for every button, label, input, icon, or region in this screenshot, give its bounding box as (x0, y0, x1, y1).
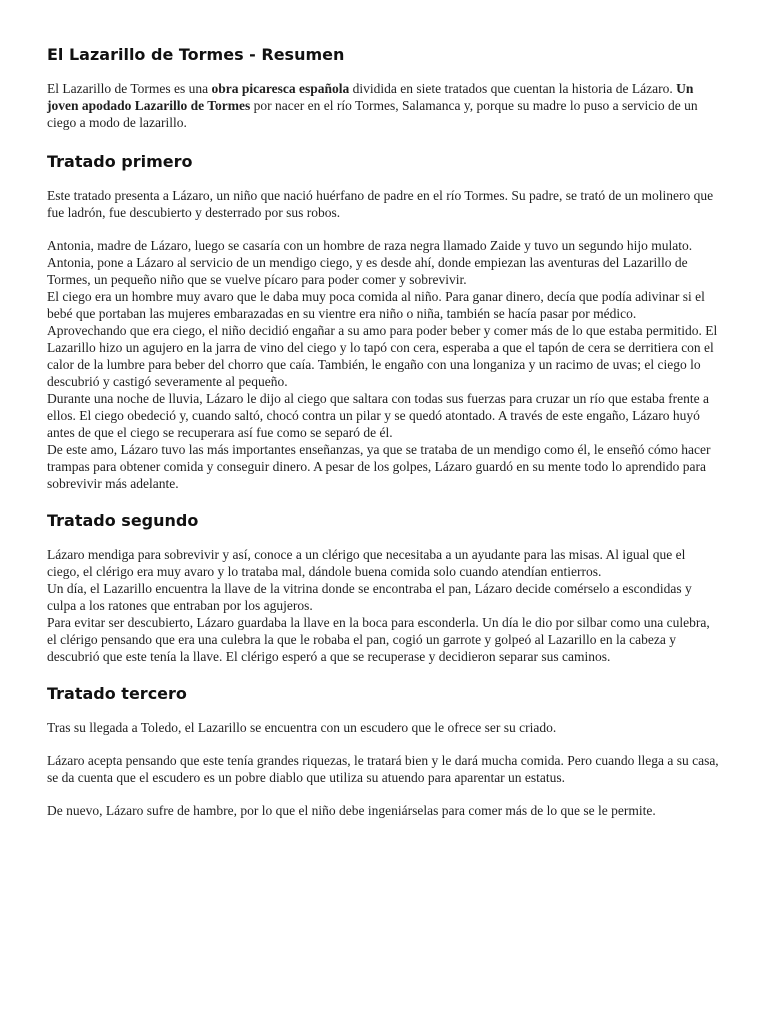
paragraph: Antonia, pone a Lázaro al servicio de un mendigo ciego, y es desde ahí, donde empiezan las aventuras del Lazarillo de Tormes, un pequeño niño que se vuelve pícaro para poder comer y sobrevivir. (47, 255, 688, 287)
intro-text-2: dividida en siete tratados que cuentan la historia de Lázaro. (349, 81, 677, 96)
document-page (47, 44, 719, 819)
paragraph: Para evitar ser descubierto, Lázaro guardaba la llave en la boca para esconderla. Un día le dio por silbar como una culebra, el clérigo pensando que era una culebra la que le robaba el pan, cogió un garrote y golpeó al Lazarillo en la cabeza y descubrió que este tenía la llave. El clérigo esperó a que se recuperase y decidieron separar sus caminos. (47, 615, 710, 664)
paragraph: De este amo, Lázaro tuvo las más importantes enseñanzas, ya que se trataba de un mendigo como él, le enseñó cómo hacer trampas para obtener comida y conseguir dinero. A pesar de los golpes, Lázaro guardó en su mente todo lo aprendido para sobrevivir más adelante. (47, 442, 711, 491)
intro-bold-2: Un joven apodado Lazarillo de Tormes (47, 81, 694, 113)
paragraph: De nuevo, Lázaro sufre de hambre, por lo que el niño debe ingeniárselas para comer más de lo que se le permite. (47, 803, 656, 818)
intro-text-3: por nacer en el río Tormes, Salamanca y, porque su madre lo puso a servicio de un ciego a modo de lazarillo. (47, 98, 698, 130)
section-heading: Tratado primero (47, 152, 193, 171)
section-heading: Tratado segundo (47, 511, 199, 530)
paragraph: Lázaro mendiga para sobrevivir y así, conoce a un clérigo que necesitaba a un ayudante para las misas. Al igual que el ciego, el clérigo era muy avaro y lo trataba mal, dándole buena comida solo cuando atendían entierros. (47, 547, 686, 579)
paragraph: Antonia, madre de Lázaro, luego se casaría con un hombre de raza negra llamado Zaide y tuvo un segundo hijo mulato. (47, 238, 693, 253)
paragraph: Tras su llegada a Toledo, el Lazarillo se encuentra con un escudero que le ofrece ser su criado. (47, 720, 557, 735)
paragraph: El ciego era un hombre muy avaro que le daba muy poca comida al niño. Para ganar dinero, decía que podía adivinar si el bebé que portaban las mujeres embarazadas en su vientre era niño o niña, también se hacía pasar por médico. (47, 289, 705, 321)
section-tratado-primero (47, 151, 719, 492)
intro-text-1: El Lazarillo de Tormes es una (47, 81, 212, 96)
paragraph: Lázaro acepta pensando que este tenía grandes riquezas, le tratará bien y le dará mucha comida. Pero cuando llega a su casa, se da cuenta que el escudero es un pobre diablo que utiliza su atuendo para aparentar un estatus. (47, 753, 719, 785)
intro-bold-1: obra picaresca española (211, 81, 350, 96)
paragraph: Este tratado presenta a Lázaro, un niño que nació huérfano de padre en el río Tormes. Su padre, se trató de un molinero que fue ladrón, fue descubierto y desterrado por sus robos. (47, 188, 714, 220)
section-tratado-segundo (47, 510, 719, 665)
paragraph: Durante una noche de lluvia, Lázaro le dijo al ciego que saltara con todas sus fuerzas para cruzar un río que estaba frente a ellos. El ciego obedeció y, cuando saltó, chocó contra un pilar y se quedó atontado. A través de este engaño, Lázaro huyó antes de que el ciego se recuperara así fue como se separó de él. (47, 391, 709, 440)
section-heading: Tratado tercero (47, 684, 187, 703)
section-tratado-tercero (47, 683, 719, 819)
intro-paragraph (47, 80, 719, 131)
paragraph: Un día, el Lazarillo encuentra la llave de la vitrina donde se encontraba el pan, Lázaro decide comérselo a escondidas y culpa a los ratones que entraban por los agujeros. (47, 581, 692, 613)
paragraph: Aprovechando que era ciego, el niño decidió engañar a su amo para poder beber y comer más de lo que estaba permitido. El Lazarillo hizo un agujero en la jarra de vino del ciego y lo tapó con cera, esperaba a que el tapón de cera se derritiera con el calor de la lumbre para beber del chorro que caía. También, le engaño con una longaniza y un racimo de uvas; el ciego lo descubrió y castigó severamente al pequeño. (47, 323, 718, 389)
document-title: El Lazarillo de Tormes - Resumen (47, 45, 345, 64)
